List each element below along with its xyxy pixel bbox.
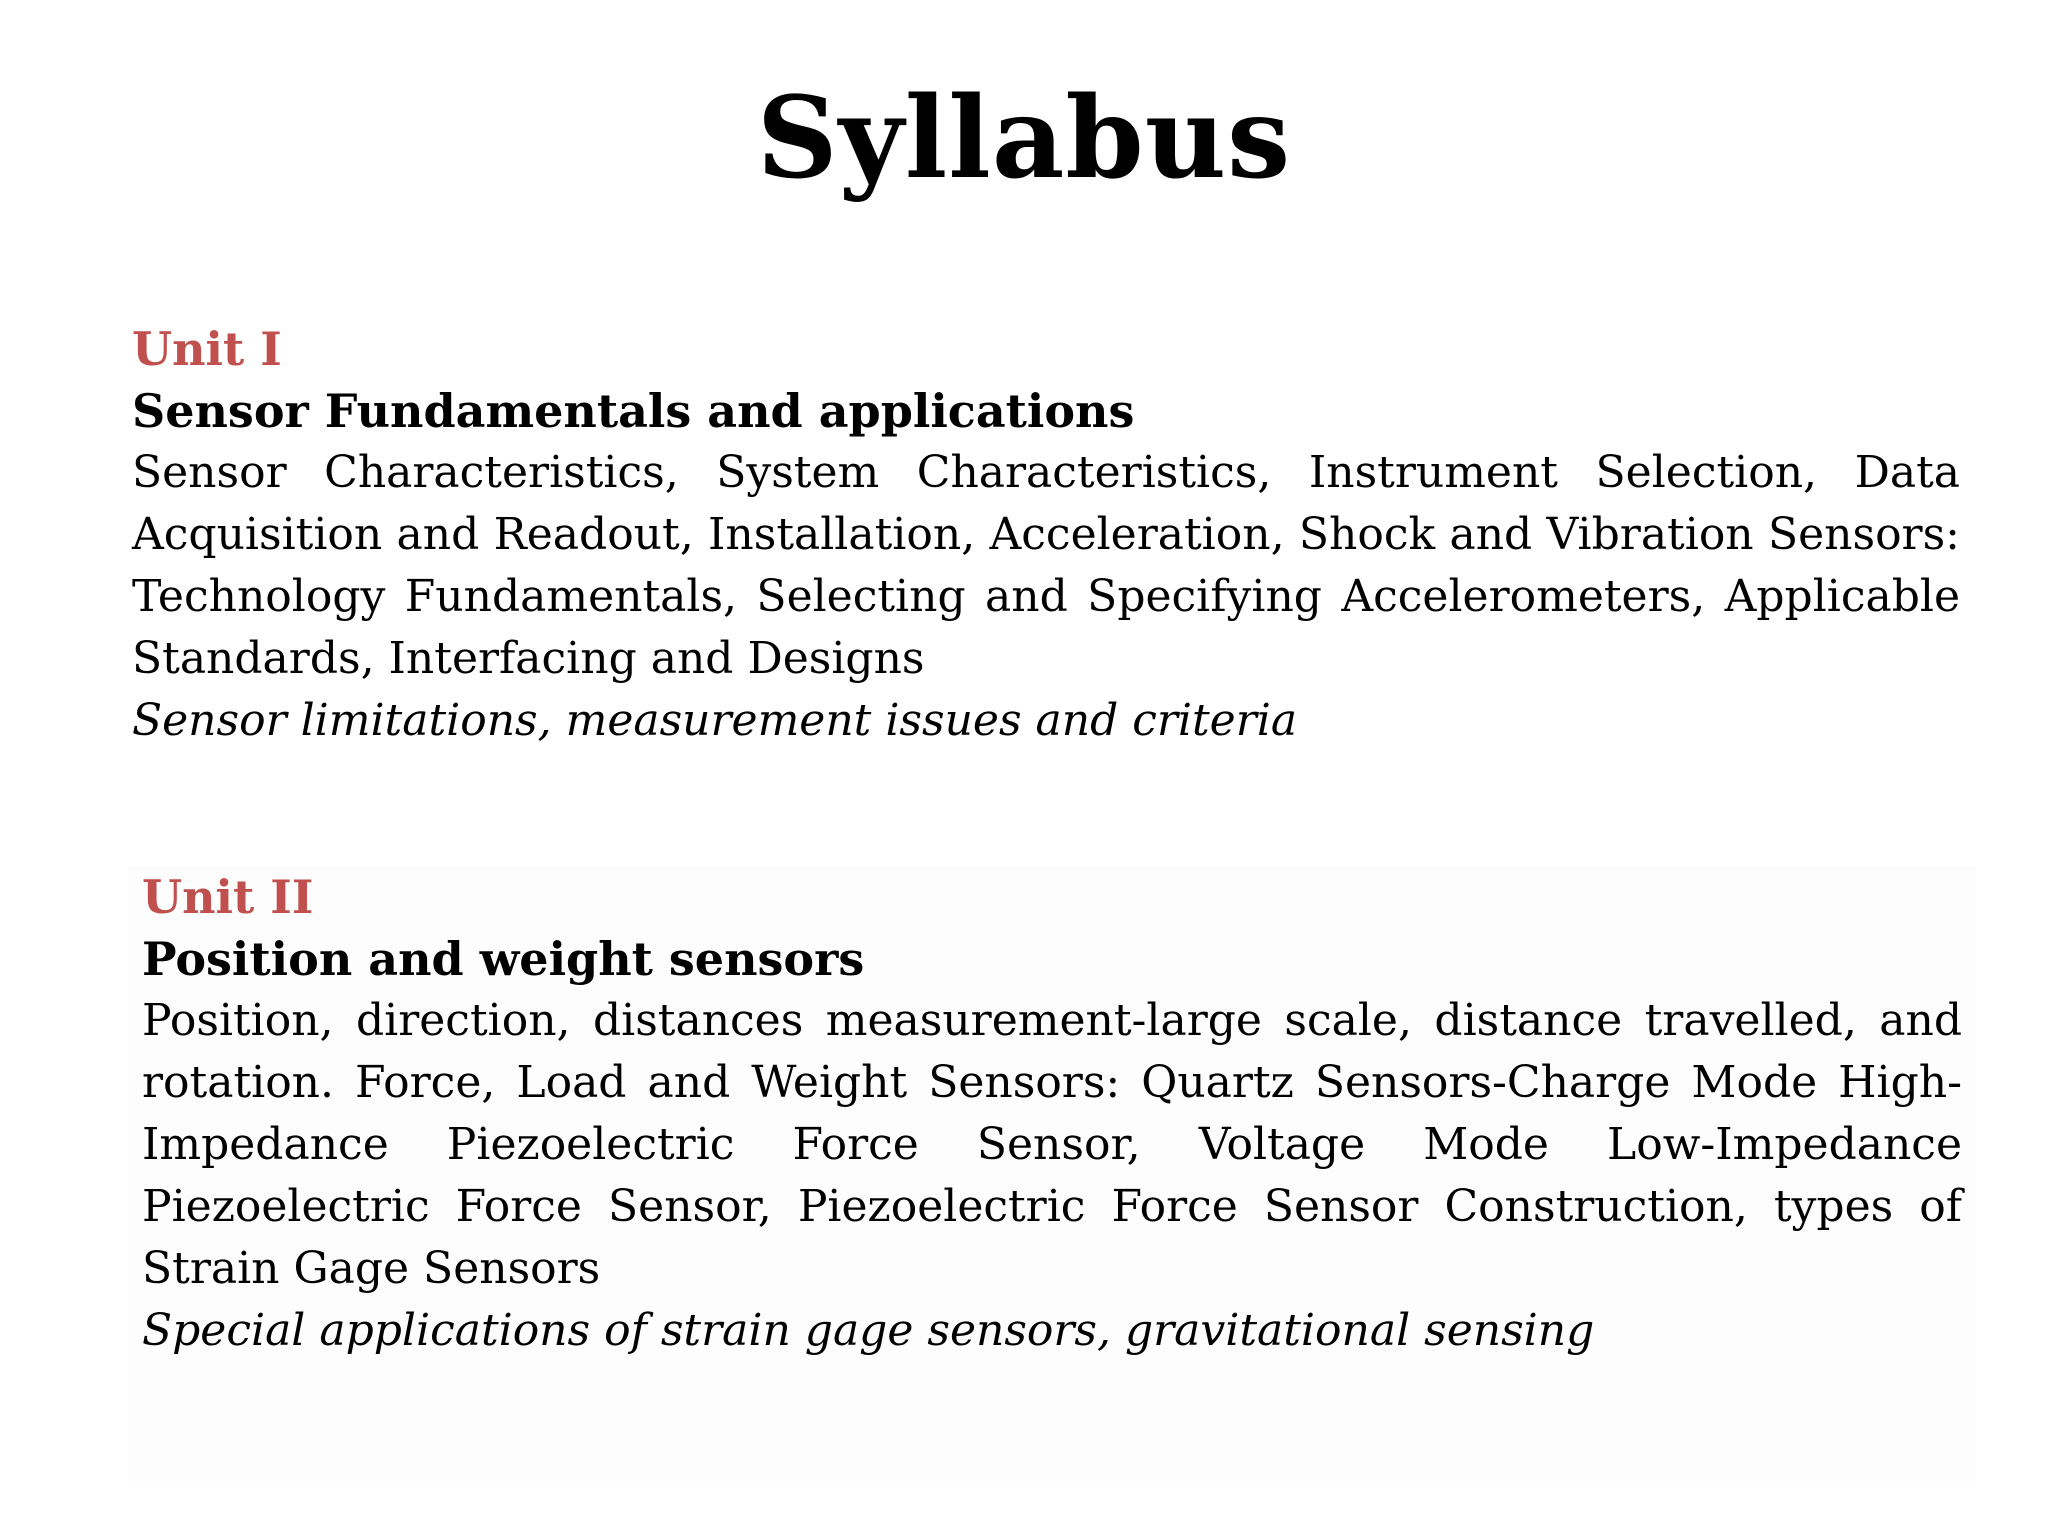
unit-2-heading: Position and weight sensors xyxy=(142,932,865,986)
unit-1-description: Sensor Characteristics, System Characteristics, Instrument Selection, Data Acquisition and Readout, Installation, Acceleration, Shock and Vibration Sensors: Technology Fundamentals, Selecting and Specifying Accelerometers, Applicable Standards, Interfacing and Designs xyxy=(132,447,1960,684)
unit-2-label: Unit II xyxy=(142,870,314,924)
unit-1-label: Unit I xyxy=(132,322,282,376)
unit-1-note: Sensor limitations, measurement issues and criteria xyxy=(132,695,1298,746)
unit-1-section xyxy=(132,318,1960,752)
page-title: Syllabus xyxy=(756,73,1292,204)
unit-2-section xyxy=(128,866,1976,1482)
unit-2-description: Position, direction, distances measurement-large scale, distance travelled, and rotation. Force, Load and Weight Sensors: Quartz Sensors-Charge Mode High-Impedance Piezoelectric Force Sensor, Voltage Mode Low-Impedance Piezoelectric Force Sensor, Piezoelectric Force Sensor Construction, types of Strain Gage Sensors xyxy=(142,995,1962,1294)
unit-2-note: Special applications of strain gage sensors, gravitational sensing xyxy=(142,1305,1595,1356)
unit-1-heading: Sensor Fundamentals and applications xyxy=(132,384,1135,438)
